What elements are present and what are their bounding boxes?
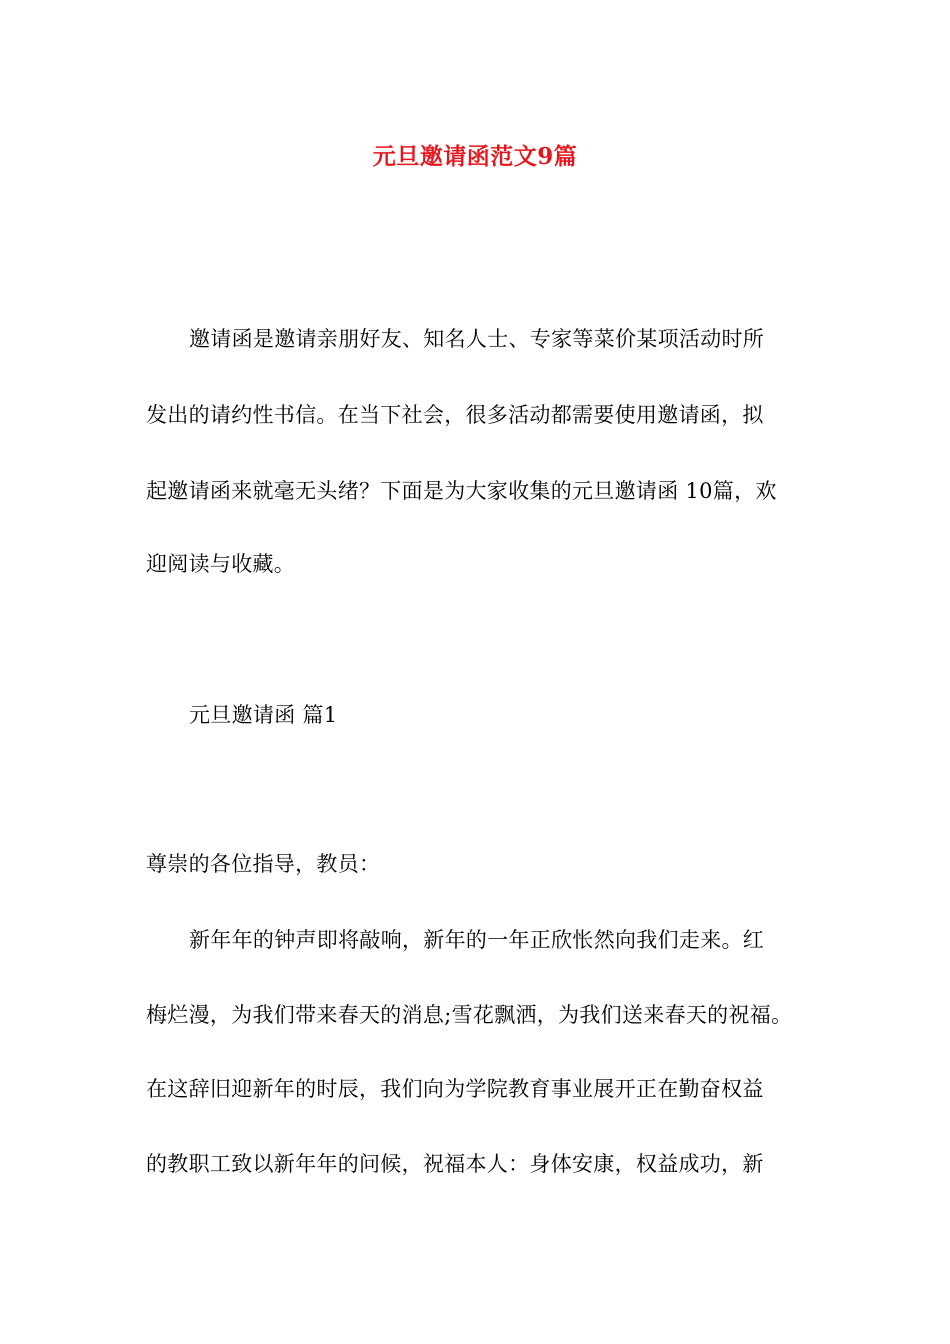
body-line-2: 梅烂漫，为我们带来春天的消息;雪花飘洒，为我们送来春天的祝福。	[146, 1003, 793, 1027]
salutation: 尊崇的各位指导，教员：	[146, 852, 381, 876]
intro-line-2: 发出的请约性书信。在当下社会，很多活动都需要使用邀请函，拟	[146, 403, 764, 427]
body-line-3: 在这辞旧迎新年的时辰，我们向为学院教育事业展开正在勤奋权益	[146, 1077, 764, 1101]
section-heading: 元旦邀请函 篇1	[189, 703, 338, 727]
body-line-4: 的教职工致以新年年的问候，祝福本人：身体安康，权益成功，新	[146, 1152, 764, 1176]
intro-line-3: 起邀请函来就毫无头绪？下面是为大家收集的元旦邀请函 10篇，欢	[146, 479, 777, 503]
intro-line-1: 邀请函是邀请亲朋好友、知名人士、专家等菜价某项活动时所	[189, 327, 765, 351]
intro-line-4: 迎阅读与收藏。	[146, 552, 296, 576]
body-line-1: 新年年的钟声即将敲响，新年的一年正欣怅然向我们走来。红	[189, 928, 765, 952]
document-title: 元旦邀请函范文9篇	[372, 143, 578, 170]
